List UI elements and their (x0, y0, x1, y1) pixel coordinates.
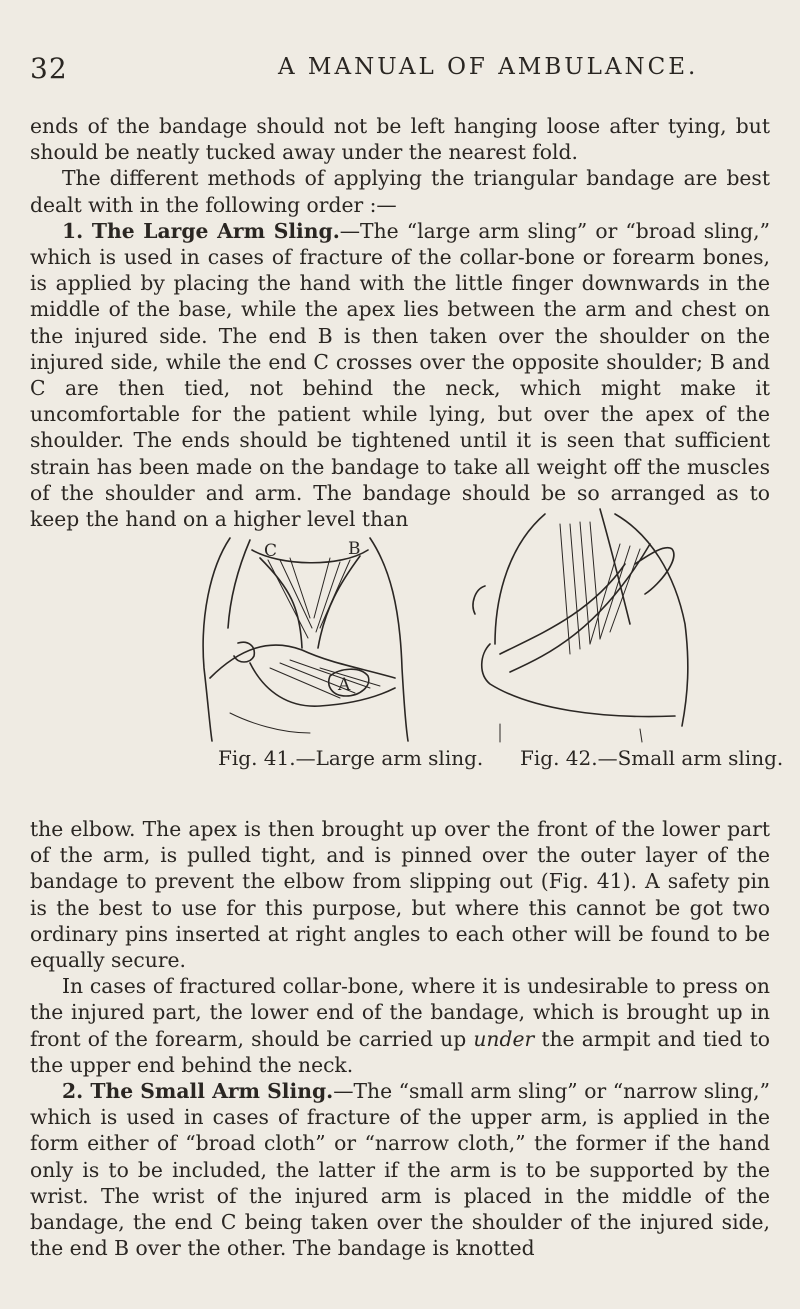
paragraph-small-arm-sling: 2. The Small Arm Sling.—The “small arm sling” or “narrow sling,” which is used in cases of fracture of the upper arm, is applied in the form either of “broad cloth” or “narrow cloth,” the former if the hand only is to be included, the latter if the arm is to be supported by the wrist. The wrist of the injured arm is placed in the middle of the bandage, the end C being taken over the shoulder of the injured side, the end B over the other. The bandage is knotted (30, 1079, 770, 1261)
section-heading: 1. The Large Arm Sling. (62, 218, 340, 243)
text-block-upper (30, 113, 770, 532)
paragraph-large-arm-sling: 1. The Large Arm Sling.—The “large arm sling” or “broad sling,” which is used in cases of fracture of the collar-bone or forearm bones, is applied by placing the hand with the little finger downwards in the middle of the base, while the apex lies between the arm and chest on the injured side. The end B is then taken over the shoulder on the injured side, while the end C crosses over the opposite shoulder; B and C are then tied, not behind the neck, which might make it uncomfortable for the patient while lying, but over the apex of the shoulder. The ends should be tightened until it is seen that sufficient strain has been made on the bandage to take all weight off the muscles of the shoulder and arm. The bandage should be so arranged as to keep the hand on a higher level than (30, 218, 770, 532)
page-number: 32 (30, 52, 68, 85)
running-title: A MANUAL OF AMBULANCE. (278, 54, 699, 80)
figure-41-illustration (190, 528, 435, 743)
paragraph: The different methods of applying the triangular bandage are best dealt with in the following order :— (30, 166, 770, 217)
paragraph: ends of the bandage should not be left hanging loose after tying, but should be neatly tucked away under the nearest fold. (30, 114, 770, 165)
label-a: A (338, 675, 351, 695)
figure-41-caption: Fig. 41.—Large arm sling. (218, 746, 484, 770)
paragraph: the elbow. The apex is then brought up over the front of the lower part of the arm, is pulled tight, and is pinned over the outer layer of the bandage to prevent the elbow from slipping out (Fig. 41). A safety pin is the best to use for this purpose, but where this cannot be got two ordinary pins inserted at right angles to each other will be found to be equally secure. (30, 817, 770, 973)
figure-42-caption: Fig. 42.—Small arm sling. (520, 746, 784, 770)
text-block-lower (30, 816, 770, 1261)
label-c: C (264, 541, 278, 561)
page-header (30, 52, 770, 86)
emphasis-under: under (473, 1026, 535, 1051)
paragraph: In cases of fractured collar-bone, where it is undesirable to press on the injured part, the lower end of the bandage, which is brought up in front of the forearm, should be carried up under the armpit and tied to the upper end behind the neck. (30, 974, 770, 1077)
label-b: B (348, 539, 361, 559)
figure-42-illustration (450, 504, 700, 744)
section-heading: 2. The Small Arm Sling. (62, 1079, 334, 1104)
